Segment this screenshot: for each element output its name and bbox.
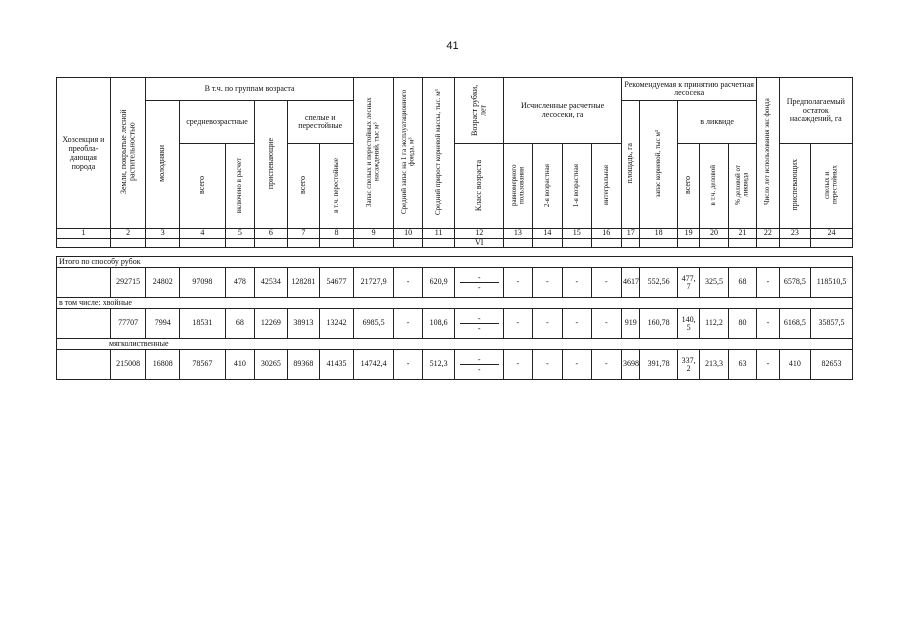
col-number: 20: [700, 229, 728, 238]
page-number: 41: [446, 40, 459, 52]
data-cell: 78567: [179, 350, 225, 380]
header-avg-stock: Средний запас на 1 га эксплуатационного фонда, м³: [394, 78, 422, 229]
col-number: 22: [757, 229, 779, 238]
data-cell: 18531: [179, 309, 225, 339]
data-cell: 160,78: [640, 309, 678, 339]
header-ripe-remain: спелых и перестойных: [811, 144, 853, 229]
data-cell: 552,56: [640, 268, 678, 298]
fraction-cell: - -: [455, 350, 504, 380]
col-number: 5: [225, 229, 254, 238]
header-business: в т.ч. деловой: [700, 144, 728, 229]
data-cell: -: [757, 350, 779, 380]
col-number: 8: [320, 229, 354, 238]
data-cell: 4617: [622, 268, 640, 298]
data-cell: 54677: [320, 268, 354, 298]
header-premature: приспевающие: [255, 101, 288, 229]
column-numbers-row: [57, 229, 853, 238]
data-cell: -: [504, 309, 532, 339]
col-number: 23: [779, 229, 811, 238]
data-cell: 478: [225, 268, 254, 298]
table-row: [57, 309, 853, 339]
data-cell: 140, 5: [677, 309, 699, 339]
data-cell: 12269: [255, 309, 288, 339]
data-cell: 410: [225, 350, 254, 380]
header-ripe-total: всего: [287, 144, 320, 229]
header-business-percent: % деловой от ликвида: [728, 144, 757, 229]
data-cell: 68: [728, 268, 757, 298]
data-cell: 77707: [110, 309, 146, 339]
header-calculated-cutting: Исчисленные расчетные лесосеки, га: [504, 78, 622, 144]
data-cell: 6578,5: [779, 268, 811, 298]
header-second-age: 2-я возрастная: [532, 144, 562, 229]
data-cell: 919: [622, 309, 640, 339]
data-cell: 21727,9: [353, 268, 394, 298]
data-cell: 6985,5: [353, 309, 394, 339]
header-root-stock: запас корневой, тыс м³: [640, 101, 678, 229]
col-number: 2: [110, 229, 146, 238]
header-uniform-use: равномерного пользования: [504, 144, 532, 229]
data-cell: 620,9: [422, 268, 455, 298]
data-cell: -: [394, 268, 422, 298]
header-liquid-total: всего: [677, 144, 699, 229]
data-cell: -: [563, 268, 591, 298]
data-cell: 82653: [811, 350, 853, 380]
data-cell: 128281: [287, 268, 320, 298]
data-cell: -: [394, 309, 422, 339]
data-cell: 213,3: [700, 350, 728, 380]
col-number: 1: [57, 229, 111, 238]
data-cell: 6168,5: [779, 309, 811, 339]
header-recommended-cutting: Рекомендуемая к принятию расчетная лесосека: [622, 78, 757, 101]
data-cell: 410: [779, 350, 811, 380]
header-ripe-overmature: спелые и перестойные: [287, 101, 353, 144]
data-cell: 30265: [255, 350, 288, 380]
data-cell: 35857,5: [811, 309, 853, 339]
col-number: 13: [504, 229, 532, 238]
header-section: Хозсекция и преобла-дающая порода: [57, 78, 111, 229]
col-number: 9: [353, 229, 394, 238]
col-number: 19: [677, 229, 699, 238]
data-cell: 97098: [179, 268, 225, 298]
table-row: [57, 350, 853, 380]
data-cell: 3698: [622, 350, 640, 380]
header-age-groups: В т.ч. по группам возраста: [146, 78, 353, 101]
data-cell: 63: [728, 350, 757, 380]
col-number: 16: [591, 229, 622, 238]
data-cell: 391,78: [640, 350, 678, 380]
header-age-class: Класс возраста: [455, 144, 504, 229]
data-cell: 337, 2: [677, 350, 699, 380]
col-number: 14: [532, 229, 562, 238]
age-class-row: [57, 238, 853, 247]
header-ripe-stock: Запас спелых и перестойных лесных насаждений, тыс м³: [353, 78, 394, 229]
estimated-cutting-table: [56, 77, 853, 380]
data-cell: 118510,5: [811, 268, 853, 298]
col-number: 18: [640, 229, 678, 238]
header-overmature: в т.ч. перестойные: [320, 144, 354, 229]
header-forest-land: Земли, покрытые лесной растительностью: [110, 78, 146, 229]
col-number: 21: [728, 229, 757, 238]
data-cell: 112,2: [700, 309, 728, 339]
col-number: 4: [179, 229, 225, 238]
header-remaining-stands: Предполагаемый остаток насаждений, га: [779, 78, 852, 144]
fraction-cell: - -: [455, 309, 504, 339]
col-number: 12: [455, 229, 504, 238]
data-cell: 24802: [146, 268, 180, 298]
data-cell: -: [532, 309, 562, 339]
header-avg-growth: Средний прирост корневой массы, тыс. м³: [422, 78, 455, 229]
data-cell: 108,6: [422, 309, 455, 339]
data-cell: -: [591, 309, 622, 339]
data-cell: 477, 7: [677, 268, 699, 298]
col-number: 7: [287, 229, 320, 238]
age-class-value: VI: [455, 238, 504, 247]
data-cell: -: [532, 350, 562, 380]
data-cell: -: [563, 309, 591, 339]
col-number: 15: [563, 229, 591, 238]
header-middle-included: включено в расчет: [225, 144, 254, 229]
col-number: 11: [422, 229, 455, 238]
data-cell: 16808: [146, 350, 180, 380]
col-number: 6: [255, 229, 288, 238]
col-number: 24: [811, 229, 853, 238]
header-middle-aged: средневозрастные: [179, 101, 254, 144]
data-cell: 7994: [146, 309, 180, 339]
data-cell: 41435: [320, 350, 354, 380]
data-cell: -: [591, 268, 622, 298]
data-cell: 215008: [110, 350, 146, 380]
data-cell: -: [563, 350, 591, 380]
data-cell: -: [757, 268, 779, 298]
section-title: в том числе: хвойные: [57, 298, 853, 309]
header-area: площадь, га: [622, 101, 640, 229]
header-young: молодняки: [146, 101, 180, 229]
data-cell: 42534: [255, 268, 288, 298]
col-number: 17: [622, 229, 640, 238]
data-cell: 512,3: [422, 350, 455, 380]
section-title: мягколиственные: [57, 339, 853, 350]
data-cell: 38913: [287, 309, 320, 339]
header-years-use: Число лет использования экс фонда: [757, 78, 779, 229]
data-cell: -: [394, 350, 422, 380]
data-cell: 292715: [110, 268, 146, 298]
header-premature-remain: приспевающих: [779, 144, 811, 229]
data-cell: 325,5: [700, 268, 728, 298]
section-title-row: [57, 339, 853, 350]
data-cell: 14742,4: [353, 350, 394, 380]
header-integral: интегральная: [591, 144, 622, 229]
col-number: 3: [146, 229, 180, 238]
data-cell: -: [504, 268, 532, 298]
data-cell: -: [532, 268, 562, 298]
data-cell: 89368: [287, 350, 320, 380]
header-middle-total: всего: [179, 144, 225, 229]
header-first-age: 1-я возрастная: [563, 144, 591, 229]
data-cell: 80: [728, 309, 757, 339]
header-liquid: в ликвиде: [677, 101, 756, 144]
data-cell: -: [757, 309, 779, 339]
section-title: Итого по способу рубок: [57, 257, 853, 268]
section-title-row: [57, 298, 853, 309]
header-rotation-age: Возраст рубки, лет: [455, 78, 504, 144]
data-cell: 68: [225, 309, 254, 339]
data-cell: 13242: [320, 309, 354, 339]
col-number: 10: [394, 229, 422, 238]
data-cell: -: [591, 350, 622, 380]
fraction-cell: - -: [455, 268, 504, 298]
data-cell: -: [504, 350, 532, 380]
table-row: [57, 268, 853, 298]
section-title-row: [57, 257, 853, 268]
